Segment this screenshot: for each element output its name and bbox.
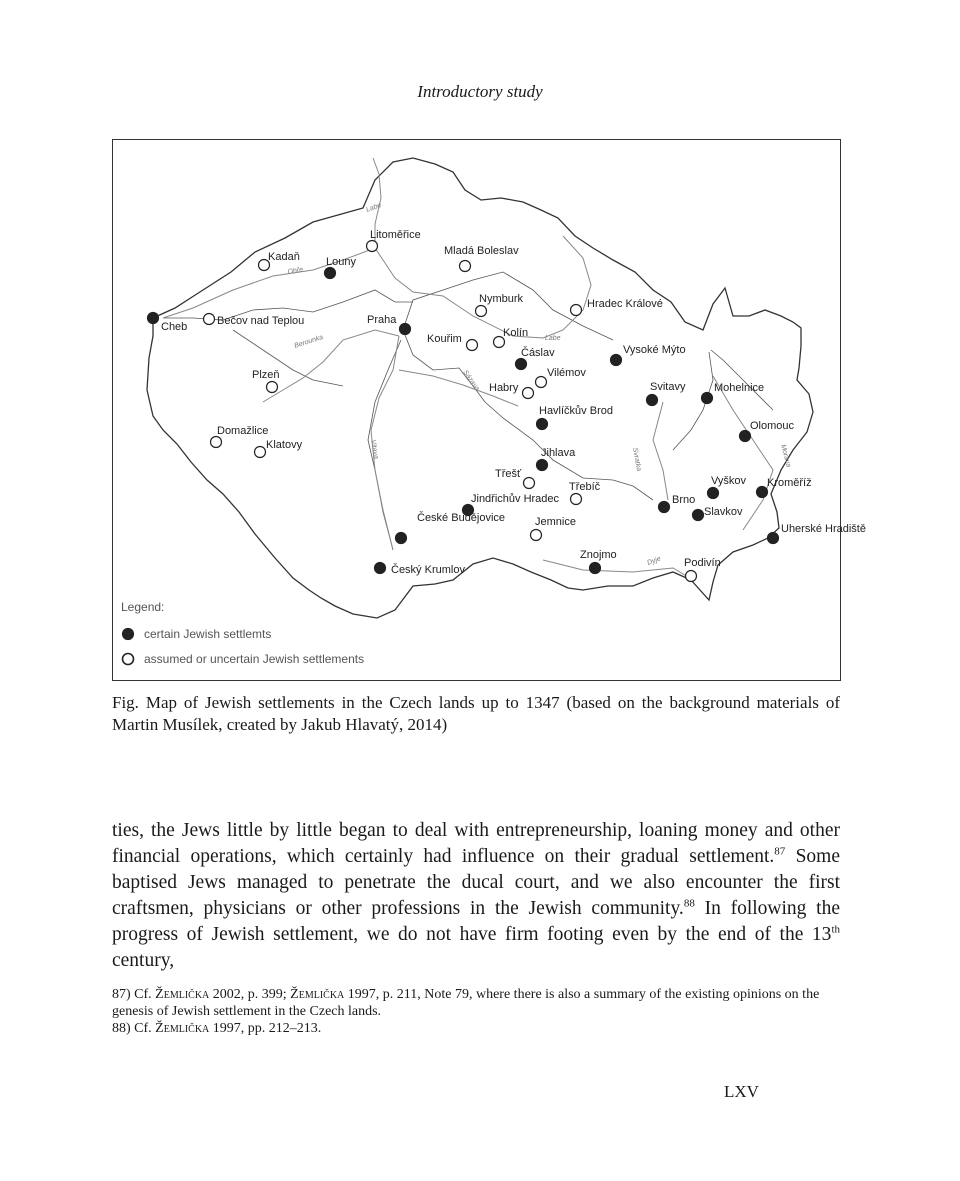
settlement-map (112, 139, 866, 681)
place-label: Uherské Hradiště (781, 523, 866, 535)
settlement-marker (467, 340, 478, 351)
place-label: Nymburk (479, 293, 524, 305)
river-label-ohre: Ohře (287, 266, 304, 276)
settlement-marker (400, 324, 411, 335)
settlement-marker (148, 313, 159, 324)
footnote-number: 88) (112, 1021, 131, 1036)
settlement-marker (757, 487, 768, 498)
place-label: Havlíčkův Brod (539, 405, 613, 417)
body-text-segment: ties, the Jews little by little began to deal with entrepreneurship, loaning money and other financial operations, which certainly had influence on their gradual settlement. (112, 820, 840, 867)
footnote-reference: 88 (683, 897, 695, 910)
ordinal-suffix: th (831, 923, 840, 936)
footnote-87 (112, 986, 840, 1020)
place-label: Hradec Králové (587, 298, 663, 310)
settlement-marker (367, 241, 378, 252)
settlement-marker (375, 563, 386, 574)
settlement-marker (768, 533, 779, 544)
map-canvas (113, 140, 866, 680)
place-label: Podivín (684, 557, 721, 569)
footnote-number: 87) (112, 987, 131, 1002)
settlement-marker (590, 563, 601, 574)
footnote-text: 2002, p. 399; (209, 987, 291, 1002)
running-head: Introductory study (417, 82, 543, 101)
settlement-marker (659, 502, 670, 513)
place-label: Louny (326, 256, 356, 268)
place-label: Domažlice (217, 425, 269, 437)
place-label: Kroměříž (767, 477, 812, 489)
river-label-sazava: Sázava (461, 369, 481, 393)
settlement-marker (396, 533, 407, 544)
place-label: Třešť (495, 468, 522, 480)
river-label-labe: Labe (365, 201, 383, 214)
place-label: Bečov nad Teplou (217, 315, 305, 327)
place-label: České Budějovice (417, 512, 506, 524)
settlement-marker (702, 393, 713, 404)
settlement-marker (537, 460, 548, 471)
place-label: Kolín (503, 327, 529, 339)
settlement-marker (325, 268, 336, 279)
footnote-text: 1997, p. 211, Note 79, where there is also a summary of the existing opinions on the genesis of Jewish settlement in the Czech lands. (112, 987, 820, 1019)
body-paragraph (112, 818, 840, 974)
figure-caption: Fig. Map of Jewish settlements in the Czech lands up to 1347 (based on the background materials of Martin Musílek, created by Jakub Hlavatý, 2014) (112, 693, 840, 734)
place-label: Mohelnice (714, 382, 765, 394)
footnote-text: Cf. (130, 987, 156, 1002)
place-label: Olomouc (750, 420, 795, 432)
place-label: Praha (367, 314, 397, 326)
settlement-marker (740, 431, 751, 442)
settlement-marker (524, 478, 535, 489)
place-label: Habry (489, 382, 519, 394)
legend-certain-label: certain Jewish settlemts (144, 627, 272, 641)
place-label: Cheb (161, 321, 188, 333)
settlement-marker (537, 419, 548, 430)
settlement-marker (255, 447, 266, 458)
footnote-author: Žemlička (155, 987, 210, 1002)
place-label: Znojmo (580, 549, 617, 561)
place-label: Vilémov (547, 367, 586, 379)
place-label: Slavkov (704, 506, 743, 518)
place-label: Klatovy (266, 439, 303, 451)
place-label: Litoměřice (370, 229, 421, 241)
body-text-segment: In following the progress of Jewish settlement, we do not have firm footing even by the end of the 13 (112, 898, 840, 945)
place-label: Vysoké Mýto (623, 344, 686, 356)
place-label: Mladá Boleslav (444, 245, 519, 257)
place-label: Třebíč (569, 481, 601, 493)
settlement-labels (161, 229, 866, 576)
settlement-marker (211, 437, 222, 448)
settlement-marker (611, 355, 622, 366)
river-label-vltava: Vltava (369, 439, 380, 460)
settlement-marker (693, 510, 704, 521)
place-label: Svitavy (650, 381, 686, 393)
settlement-marker (267, 382, 278, 393)
settlement-marker (571, 494, 582, 505)
settlement-marker (686, 571, 697, 582)
place-label: Kouřim (427, 333, 462, 345)
settlements (148, 241, 779, 582)
legend-title: Legend: (121, 600, 165, 614)
place-label: Kadaň (268, 251, 300, 263)
place-label: Vyškov (711, 475, 747, 487)
body-text-segment: Some baptised Jews managed to penetrate the ducal court, and we also encounter the first craftsmen, physicians or other professions in the Jewish community. (112, 846, 840, 919)
settlement-marker (476, 306, 487, 317)
footnote-reference: 87 (774, 845, 786, 858)
river-label-svratka: Svratka (631, 447, 643, 472)
footnotes (112, 986, 840, 1037)
settlement-marker (523, 388, 534, 399)
river-label-morava: Morava (779, 443, 792, 469)
settlement-marker (460, 261, 471, 272)
footnote-text: Cf. (130, 1021, 156, 1036)
river-label-dyje: Dyje (646, 555, 662, 567)
place-label: Plzeň (252, 369, 280, 381)
place-label: Český Krumlov (391, 564, 465, 576)
river-label-berounka: Berounka (293, 333, 325, 350)
settlement-marker (531, 530, 542, 541)
legend-assumed-label: assumed or uncertain Jewish settlements (144, 652, 365, 666)
settlement-marker (647, 395, 658, 406)
settlement-marker (571, 305, 582, 316)
body-text-segment: century, (112, 950, 175, 971)
footnote-author: Žemlička (155, 1021, 210, 1036)
page-number: LXV (724, 1082, 759, 1101)
legend-certain-marker (123, 629, 134, 640)
place-label: Brno (672, 494, 696, 506)
river-label-labe-east: Labe (545, 335, 561, 342)
place-label: Jindřichův Hradec (471, 493, 560, 505)
legend-assumed-marker (123, 654, 134, 665)
settlement-marker (536, 377, 547, 388)
footnote-88 (112, 1020, 840, 1037)
settlement-marker (516, 359, 527, 370)
settlement-marker (708, 488, 719, 499)
place-label: Čáslav (521, 347, 555, 359)
place-label: Jihlava (541, 447, 576, 459)
settlement-marker (204, 314, 215, 325)
footnote-author: Žemlička (290, 987, 345, 1002)
footnote-text: 1997, pp. 212–213. (209, 1021, 322, 1036)
map-legend (121, 600, 364, 666)
place-label: Jemnice (535, 516, 576, 528)
